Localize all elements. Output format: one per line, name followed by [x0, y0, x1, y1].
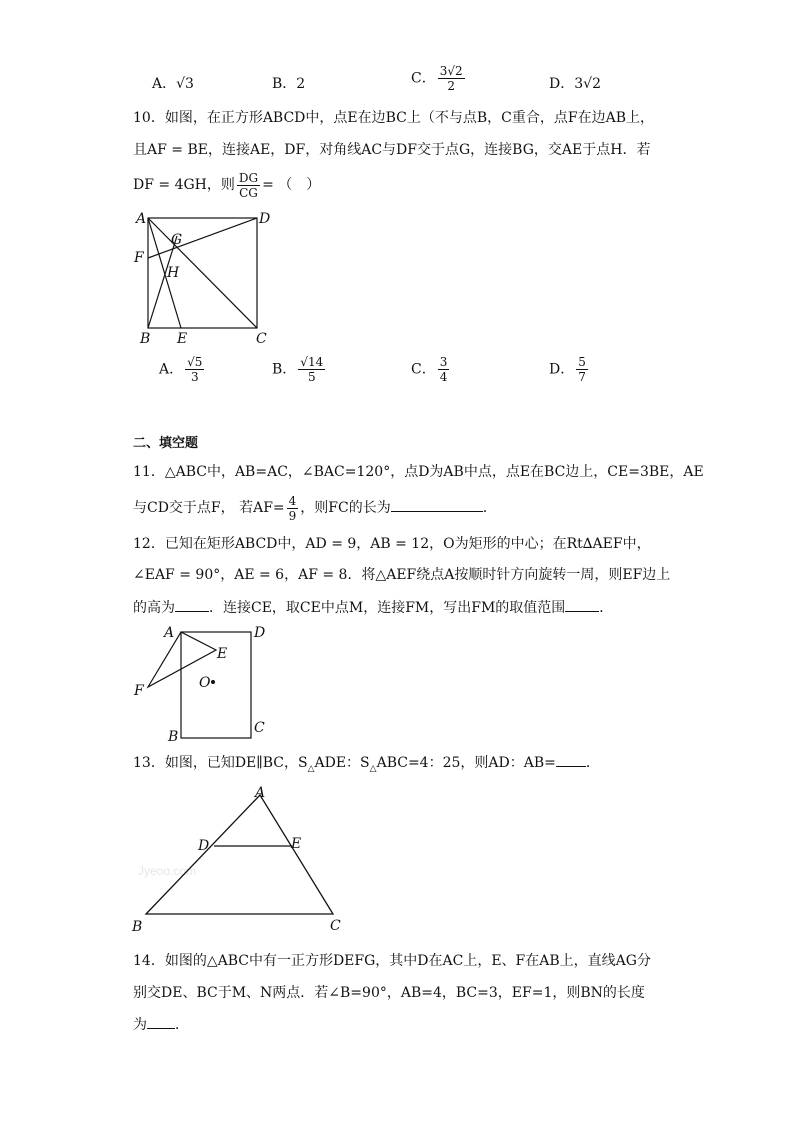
q14-line-1: 14．如图的△ABC中有一正方形DEFG，其中D在AC上，E、F在AB上，直线AG分 — [133, 953, 651, 969]
q10-option-b — [272, 355, 327, 384]
q10-line-3 — [133, 167, 320, 203]
q10-line-3-pre: DF = 4GH，则 — [133, 177, 235, 193]
section-title: 二、填空题 — [133, 436, 199, 451]
q13-text-end: ． — [585, 755, 600, 771]
q12-label-a: A — [164, 625, 175, 641]
q10-label-h: H — [167, 265, 180, 281]
q10-segment-bg — [148, 236, 177, 328]
q12-line-3 — [133, 597, 613, 618]
q10-label-e: E — [177, 331, 188, 345]
q9-option-a-label: A． — [152, 76, 177, 92]
q14-answer-blank[interactable] — [147, 1014, 175, 1029]
q9-option-c — [411, 64, 467, 93]
q9-option-c-fraction — [438, 64, 465, 93]
q13-sub-2: △ — [369, 763, 377, 774]
q12-label-o: O — [199, 675, 211, 691]
q13-triangle-abc — [146, 795, 333, 914]
q10-option-b-fraction — [298, 355, 325, 384]
q13-label-d: D — [198, 838, 210, 854]
q10-label-d: D — [259, 211, 271, 227]
q13-line-1 — [133, 752, 600, 779]
q10-option-d — [549, 355, 590, 384]
q11-line-1: 11．△ABC中，AB=AC，∠BAC=120°，点D为AB中点，点E在BC边上，CE=3BE，AE — [133, 464, 704, 480]
q10-line-1: 10．如图，在正方形ABCD中，点E在边BC上（不与点B，C重合，点F在边AB上， — [133, 110, 654, 126]
q10-option-c-denominator: 4 — [439, 370, 448, 384]
q9-option-b: B．2 — [272, 76, 306, 92]
q10-square-figure — [130, 205, 280, 345]
q10-option-c-fraction — [438, 355, 450, 384]
q13-text-pre: 13．如图，已知DE∥BC，S — [133, 755, 308, 771]
q11-line-2-end: . — [482, 500, 488, 516]
q9-option-d — [549, 73, 601, 93]
q11-af-numerator: 4 — [288, 493, 297, 508]
q12-label-c: C — [254, 720, 265, 736]
q10-option-d-denominator: 7 — [578, 370, 586, 384]
q14-line-3 — [133, 1014, 189, 1035]
q10-ratio-numerator: DG — [238, 170, 259, 185]
q10-option-b-label: B． — [272, 361, 297, 378]
q14-line-3-pre: 为 — [133, 1017, 147, 1033]
q10-label-c: C — [256, 331, 267, 345]
q10-label-g: G — [171, 232, 183, 248]
q9-option-d-value: 3√2 — [574, 76, 601, 92]
q12-line-3-a: 的高为 — [133, 600, 175, 616]
q13-text-mid-1: ADE：S — [314, 755, 370, 771]
q12-label-e: E — [217, 646, 228, 662]
q13-sub-1: △ — [307, 763, 315, 774]
q11-line-2-post: ，则FC的长为 — [300, 500, 391, 516]
q10-option-a-fraction — [185, 355, 204, 384]
q10-option-a-numerator: √5 — [187, 355, 203, 369]
q12-rectangle-abcd — [181, 632, 251, 738]
q12-answer-blank-1[interactable] — [175, 597, 209, 612]
q12-line-3-b: ．连接CE，取CE中点M，连接FM，写出FM的取值范围 — [209, 600, 566, 616]
q14-line-2: 别交DE、BC于M、N两点．若∠B=90°，AB=4，BC=3，EF=1，则BN的长度 — [133, 985, 645, 1001]
q9-option-c-label: C． — [411, 70, 436, 87]
q12-label-b: B — [168, 729, 179, 745]
q9-option-a — [152, 73, 194, 93]
q13-label-b: B — [132, 919, 143, 935]
q10-option-d-numerator: 5 — [578, 355, 586, 369]
q12-label-d: D — [254, 625, 266, 641]
q13-triangle-figure — [128, 780, 353, 935]
q10-label-a: A — [136, 211, 147, 227]
q13-label-c: C — [330, 918, 341, 934]
q13-label-a: A — [255, 785, 266, 801]
q11-af-fraction — [287, 494, 299, 523]
q10-segment-df — [148, 218, 257, 258]
q10-option-a-label: A． — [159, 361, 184, 378]
q10-ratio-fraction — [237, 171, 260, 200]
q10-label-f: F — [134, 250, 144, 266]
q12-rectangle-figure — [128, 620, 278, 745]
q13-answer-blank[interactable] — [556, 752, 586, 767]
q12-label-f: F — [134, 683, 144, 699]
q10-option-a-denominator: 3 — [190, 370, 199, 384]
q11-line-2-pre: 与CD交于点F， 若AF= — [133, 500, 285, 516]
q10-option-b-numerator: √14 — [300, 355, 324, 369]
q11-line-2 — [133, 490, 487, 526]
q11-answer-blank[interactable] — [391, 497, 483, 512]
q12-line-2: ∠EAF = 90°，AE = 6，AF = 8．将△AEF绕点A按顺时针方向旋转一周，则EF边上 — [133, 567, 671, 583]
q12-line-1: 12．已知在矩形ABCD中，AD = 9，AB = 12，O为矩形的中心；在Rt∆AEF中， — [133, 536, 651, 552]
q9-option-c-numerator: 3√2 — [439, 64, 463, 78]
q13-label-e: E — [291, 836, 302, 852]
q10-line-3-post: = （ ） — [262, 177, 321, 193]
q10-option-d-label: D． — [549, 361, 575, 378]
q12-answer-blank-2[interactable] — [565, 597, 599, 612]
q10-option-c-label: C． — [411, 361, 436, 378]
q10-option-c-numerator: 3 — [439, 355, 448, 369]
q9-option-a-value: √3 — [176, 76, 194, 92]
q9-option-c-denominator: 2 — [447, 79, 455, 93]
q10-option-a — [159, 355, 206, 384]
q10-ratio-denominator: CG — [239, 185, 258, 200]
q10-line-2: 且AF = BE，连接AE，DF，对角线AC与DF交于点G，连接BG，交AE于点H．若 — [133, 142, 651, 158]
q11-af-denominator: 9 — [288, 508, 297, 523]
q12-line-3-c: ． — [599, 600, 614, 616]
q10-option-d-fraction — [576, 355, 588, 384]
q10-label-b: B — [140, 331, 151, 345]
q10-option-b-denominator: 5 — [307, 370, 316, 384]
q14-line-3-end: ． — [175, 1017, 189, 1033]
q13-text-mid-2: ABC=4：25，则AD：AB= — [376, 755, 556, 771]
q13-watermark: Jyeoo.com — [138, 864, 197, 878]
q10-option-c — [411, 355, 451, 384]
q12-center-point — [211, 680, 215, 684]
q9-option-d-label: D． — [549, 76, 575, 92]
